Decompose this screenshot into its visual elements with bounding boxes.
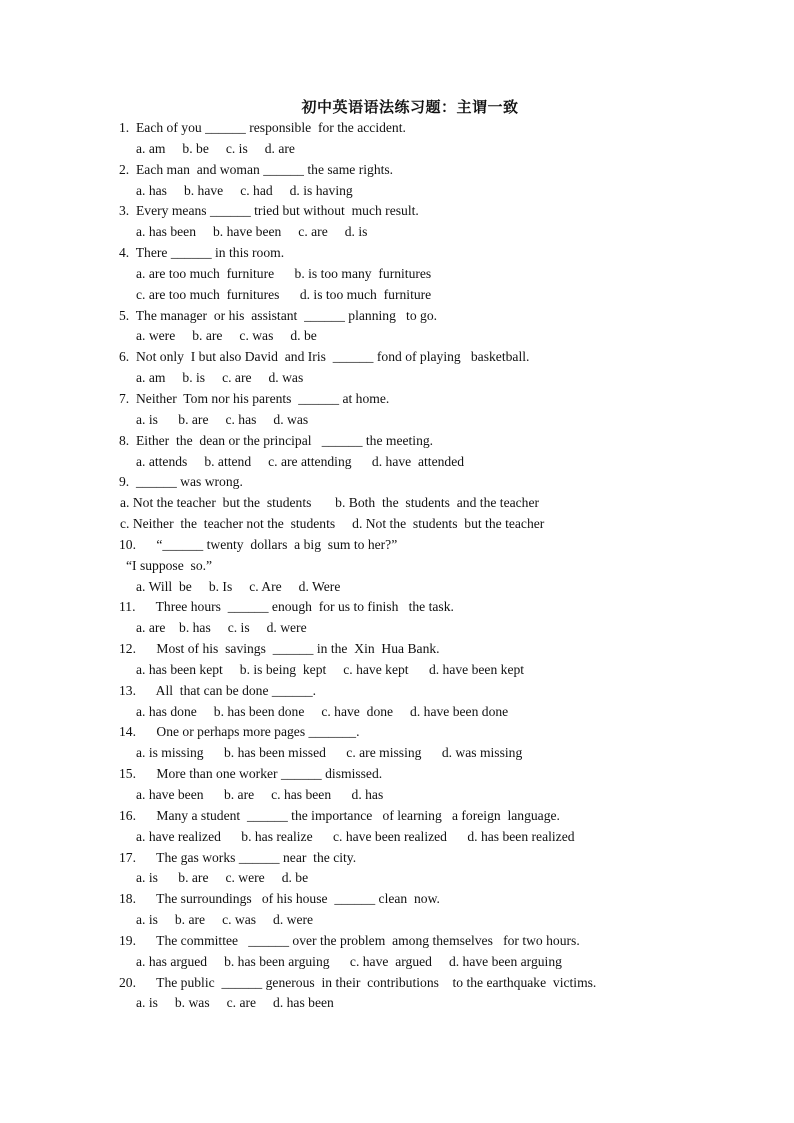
document-page bbox=[0, 96, 794, 1014]
question-line: “I suppose so.” bbox=[126, 557, 213, 573]
options-line: a. attends b. attend c. are attending d. have attended bbox=[136, 453, 465, 469]
options-line: a. am b. be c. is d. are bbox=[136, 140, 295, 156]
options-line: a. has argued b. has been arguing c. have argued d. have been arguing bbox=[136, 953, 562, 969]
question-line: 18. The surroundings of his house ______ clean now. bbox=[119, 891, 440, 907]
options-line: a. is b. was c. are d. has been bbox=[136, 995, 334, 1011]
options-line: a. has been kept b. is being kept c. have kept d. have been kept bbox=[136, 661, 525, 677]
options-line: a. has b. have c. had d. is having bbox=[136, 182, 353, 198]
options-line: a. is b. are c. was d. were bbox=[136, 912, 314, 928]
options-line: c. Neither the teacher not the students d. Not the students but the teacher bbox=[120, 516, 545, 532]
question-line: 10. “______ twenty dollars a big sum to her?” bbox=[119, 536, 398, 552]
question-line: 7. Neither Tom nor his parents ______ at home. bbox=[119, 390, 390, 406]
exercise-list bbox=[0, 118, 794, 1014]
question-line: 8. Either the dean or the principal ______ the meeting. bbox=[119, 432, 434, 448]
question-line: 12. Most of his savings ______ in the Xin Hua Bank. bbox=[119, 641, 440, 657]
question-line: 14. One or perhaps more pages _______. bbox=[119, 724, 360, 740]
question-line: 9. ______ was wrong. bbox=[119, 474, 243, 490]
options-line: a. are too much furniture b. is too many furnitures bbox=[136, 265, 432, 281]
options-line: a. Not the teacher but the students b. Both the students and the teacher bbox=[120, 495, 540, 511]
question-line: 15. More than one worker ______ dismissed. bbox=[119, 766, 383, 782]
question-line: 20. The public ______ generous in their contributions to the earthquake victims. bbox=[119, 974, 597, 990]
options-line: a. has been b. have been c. are d. is bbox=[136, 224, 368, 240]
options-line: a. is missing b. has been missed c. are missing d. was missing bbox=[136, 745, 523, 761]
question-line: 17. The gas works ______ near the city. bbox=[119, 849, 357, 865]
options-line: a. has done b. has been done c. have done d. have been done bbox=[136, 703, 509, 719]
options-line: c. are too much furnitures d. is too much furniture bbox=[136, 286, 432, 302]
question-line: 6. Not only I but also David and Iris ______ fond of playing basketball. bbox=[119, 349, 530, 365]
options-line: a. have realized b. has realize c. have been realized d. has been realized bbox=[136, 828, 575, 844]
question-line: 19. The committee ______ over the problem among themselves for two hours. bbox=[119, 932, 580, 948]
question-line: 11. Three hours ______ enough for us to finish the task. bbox=[119, 599, 454, 615]
options-line: a. is b. are c. were d. be bbox=[136, 870, 309, 886]
options-line: a. Will be b. Is c. Are d. Were bbox=[136, 578, 341, 594]
question-line: 2. Each man and woman ______ the same rights. bbox=[119, 161, 394, 177]
page-title: 初中英语语法练习题：主谓一致 bbox=[301, 98, 519, 116]
question-line: 5. The manager or his assistant ______ planning to go. bbox=[119, 307, 438, 323]
options-line: a. is b. are c. has d. was bbox=[136, 411, 309, 427]
question-line: 4. There ______ in this room. bbox=[119, 245, 285, 261]
question-line: 3. Every means ______ tried but without much result. bbox=[119, 203, 419, 219]
options-line: a. am b. is c. are d. was bbox=[136, 370, 304, 386]
question-line: 1. Each of you ______ responsible for the accident. bbox=[119, 120, 406, 135]
options-line: a. were b. are c. was d. be bbox=[136, 328, 317, 344]
question-line: 16. Many a student ______ the importance of learning a foreign language. bbox=[119, 807, 560, 823]
options-line: a. are b. has c. is d. were bbox=[136, 620, 307, 636]
options-line: a. have been b. are c. has been d. has bbox=[136, 787, 384, 802]
question-line: 13. All that can be done ______. bbox=[119, 682, 317, 698]
